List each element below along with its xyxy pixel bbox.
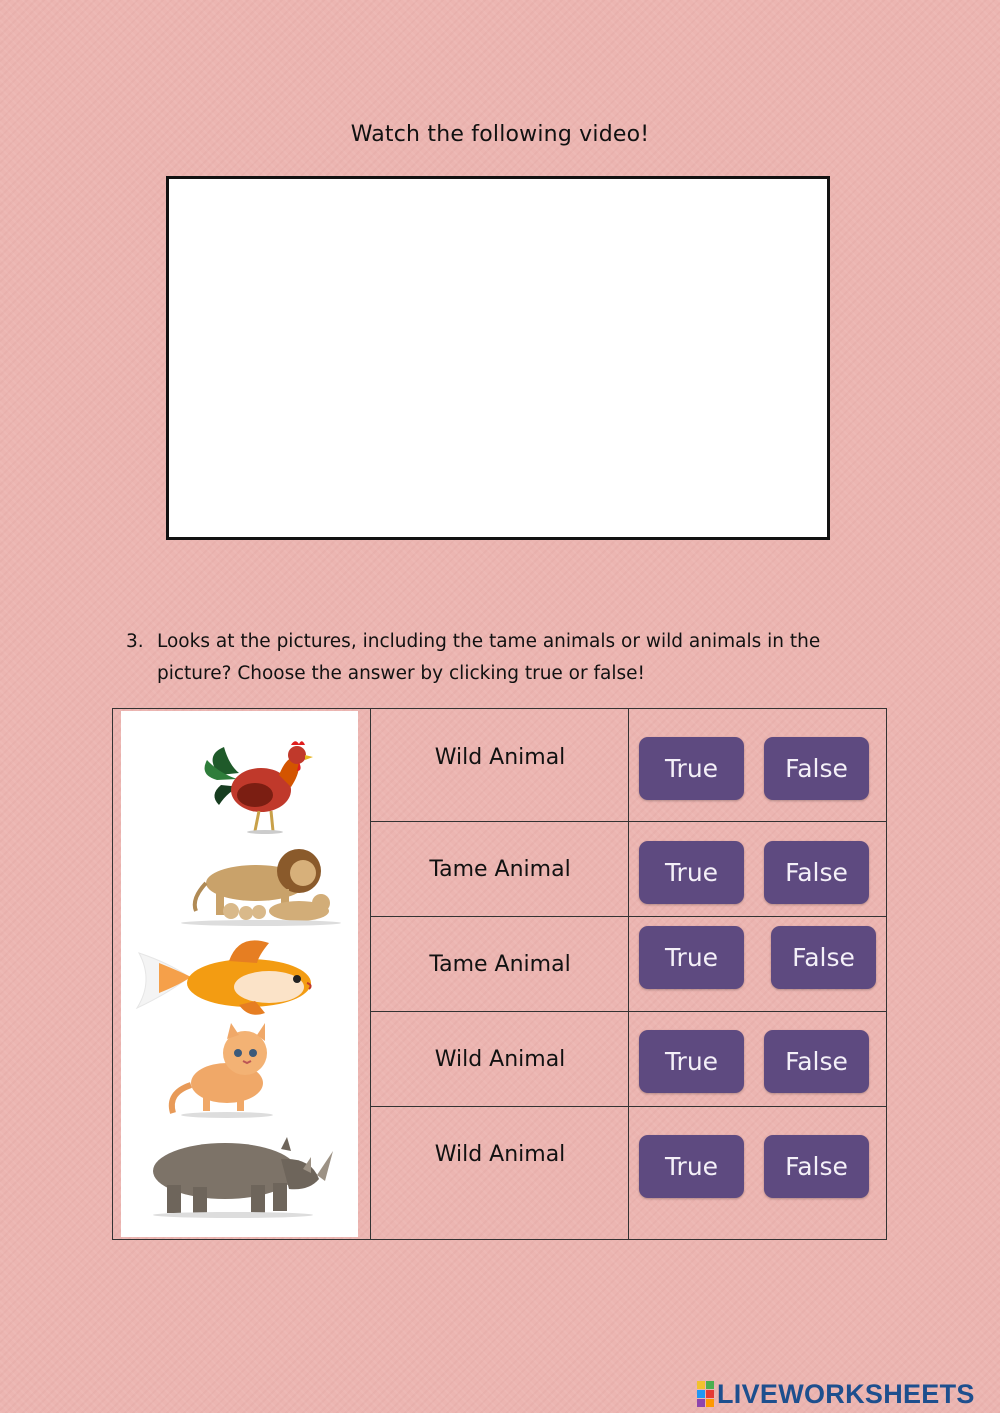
question-text: Looks at the pictures, including the tame animals or wild animals in the picture? Choose the answer by clicking true or false! [157,631,821,684]
question-number: 3. [126,631,144,652]
video-player[interactable] [166,176,830,540]
goldfish-icon [129,933,325,1021]
table-row [371,1012,886,1107]
false-button[interactable]: False [764,1030,869,1093]
kitten-icon [157,1023,297,1119]
true-button[interactable]: True [639,1030,744,1093]
false-button[interactable]: False [764,1135,869,1198]
true-button[interactable]: True [639,841,744,904]
logo-text: LIVEWORKSHEETS [717,1378,975,1409]
answer-label: Wild Animal [434,745,566,770]
false-button[interactable]: False [764,841,869,904]
true-button[interactable]: True [639,1135,744,1198]
table-row [371,1107,886,1239]
answer-label: Wild Animal [434,1047,566,1072]
liveworksheets-logo [697,1378,975,1410]
table-row [371,917,886,1012]
answer-label: Tame Animal [429,952,571,977]
true-button[interactable]: True [639,737,744,800]
table-row [371,822,886,917]
false-button[interactable]: False [771,926,876,989]
logo-badge-icon [697,1381,714,1407]
animal-images-panel [121,711,358,1237]
label-cell [371,1107,629,1239]
false-button[interactable]: False [764,737,869,800]
answer-label: Tame Animal [429,857,571,882]
table-row [371,709,886,822]
answer-table [112,708,887,1240]
rhino-icon [141,1129,337,1219]
true-button[interactable]: True [639,926,744,989]
rooster-icon [199,735,319,835]
lion-family-icon [171,839,341,927]
animal-images-column [113,709,371,1239]
video-heading: Watch the following video! [350,122,650,147]
question-3 [126,626,846,690]
answer-label: Wild Animal [434,1142,566,1167]
